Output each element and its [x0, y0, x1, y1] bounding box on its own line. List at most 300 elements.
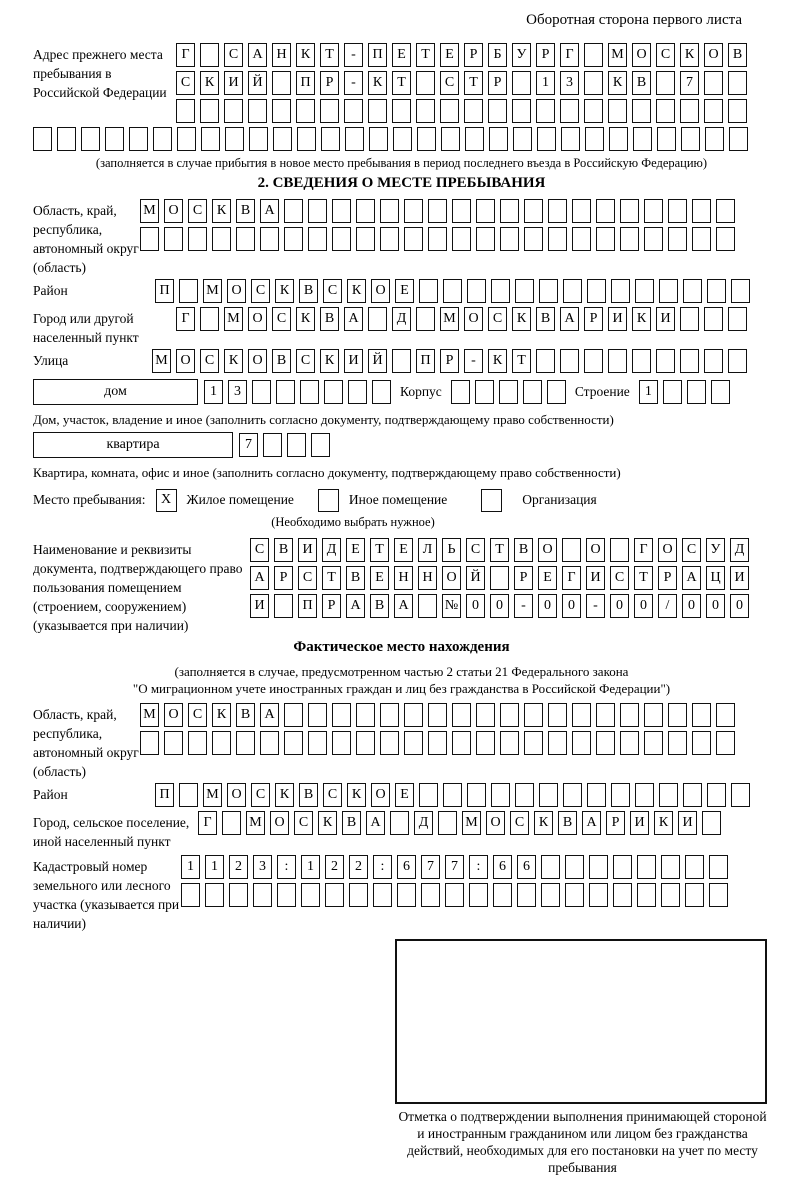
char-cell[interactable] [499, 380, 518, 404]
char-cell[interactable]: К [275, 279, 294, 303]
char-cell[interactable] [613, 883, 632, 907]
char-cell[interactable] [164, 731, 183, 755]
char-cell[interactable] [451, 380, 470, 404]
char-cell[interactable]: О [632, 43, 651, 67]
char-cell[interactable] [711, 380, 730, 404]
char-cell[interactable] [443, 783, 462, 807]
char-cell[interactable] [572, 703, 591, 727]
char-cell[interactable] [308, 731, 327, 755]
char-cell[interactable] [263, 433, 282, 457]
char-cell[interactable]: 0 [490, 594, 509, 618]
char-cell[interactable]: 1 [536, 71, 555, 95]
char-cell[interactable]: 7 [445, 855, 464, 879]
char-cell[interactable]: Д [414, 811, 433, 835]
char-cell[interactable] [284, 227, 303, 251]
char-cell[interactable] [683, 279, 702, 303]
char-cell[interactable] [709, 855, 728, 879]
char-cell[interactable]: С [466, 538, 485, 562]
char-cell[interactable] [438, 811, 457, 835]
char-cell[interactable] [668, 731, 687, 755]
char-cell[interactable] [539, 279, 558, 303]
char-cell[interactable]: К [275, 783, 294, 807]
char-cell[interactable]: В [370, 594, 389, 618]
char-cell[interactable] [635, 783, 654, 807]
char-cell[interactable] [644, 731, 663, 755]
char-cell[interactable]: С [176, 71, 195, 95]
char-cell[interactable] [584, 349, 603, 373]
char-cell[interactable]: О [442, 566, 461, 590]
char-cell[interactable]: Т [464, 71, 483, 95]
char-cell[interactable] [515, 279, 534, 303]
char-cell[interactable]: С [610, 566, 629, 590]
char-cell[interactable]: К [320, 349, 339, 373]
char-cell[interactable] [704, 71, 723, 95]
char-cell[interactable] [608, 99, 627, 123]
char-cell[interactable]: Р [322, 594, 341, 618]
char-cell[interactable] [707, 279, 726, 303]
char-cell[interactable] [692, 199, 711, 223]
char-cell[interactable]: С [656, 43, 675, 67]
char-cell[interactable] [537, 127, 556, 151]
char-cell[interactable] [404, 731, 423, 755]
char-cell[interactable]: 7 [421, 855, 440, 879]
char-cell[interactable]: М [203, 783, 222, 807]
char-cell[interactable]: Е [395, 279, 414, 303]
char-cell[interactable]: № [442, 594, 461, 618]
char-cell[interactable]: Е [392, 43, 411, 67]
char-cell[interactable] [418, 594, 437, 618]
char-cell[interactable]: А [248, 43, 267, 67]
char-cell[interactable] [390, 811, 409, 835]
char-cell[interactable] [512, 99, 531, 123]
char-cell[interactable] [252, 380, 271, 404]
char-cell[interactable] [500, 703, 519, 727]
char-cell[interactable] [515, 783, 534, 807]
char-cell[interactable] [212, 731, 231, 755]
char-cell[interactable]: К [224, 349, 243, 373]
char-cell[interactable] [284, 703, 303, 727]
checkbox-organizaciya[interactable] [481, 489, 502, 512]
char-cell[interactable] [596, 227, 615, 251]
char-cell[interactable]: К [200, 71, 219, 95]
char-cell[interactable] [589, 855, 608, 879]
char-cell[interactable]: Д [730, 538, 749, 562]
char-cell[interactable] [547, 380, 566, 404]
char-cell[interactable]: К [608, 71, 627, 95]
char-cell[interactable]: Г [176, 43, 195, 67]
char-cell[interactable]: О [227, 783, 246, 807]
char-cell[interactable] [464, 99, 483, 123]
checkbox-inoe[interactable] [318, 489, 339, 512]
char-cell[interactable]: Т [392, 71, 411, 95]
char-cell[interactable]: А [260, 703, 279, 727]
char-cell[interactable]: 0 [466, 594, 485, 618]
char-cell[interactable] [663, 380, 682, 404]
char-cell[interactable]: С [440, 71, 459, 95]
char-cell[interactable]: О [371, 279, 390, 303]
char-cell[interactable] [728, 349, 747, 373]
char-cell[interactable] [416, 99, 435, 123]
char-cell[interactable] [201, 127, 220, 151]
char-cell[interactable] [680, 307, 699, 331]
char-cell[interactable] [633, 127, 652, 151]
char-cell[interactable] [680, 99, 699, 123]
char-cell[interactable]: С [294, 811, 313, 835]
char-cell[interactable] [611, 279, 630, 303]
char-cell[interactable] [349, 883, 368, 907]
char-cell[interactable]: Т [490, 538, 509, 562]
char-cell[interactable]: М [140, 199, 159, 223]
char-cell[interactable] [680, 349, 699, 373]
char-cell[interactable] [572, 227, 591, 251]
char-cell[interactable] [284, 731, 303, 755]
char-cell[interactable] [272, 71, 291, 95]
char-cell[interactable]: П [155, 279, 174, 303]
char-cell[interactable] [704, 349, 723, 373]
char-cell[interactable]: И [608, 307, 627, 331]
char-cell[interactable] [368, 99, 387, 123]
char-cell[interactable]: 3 [560, 71, 579, 95]
char-cell[interactable] [452, 227, 471, 251]
char-cell[interactable] [561, 127, 580, 151]
char-cell[interactable] [200, 43, 219, 67]
char-cell[interactable]: С [298, 566, 317, 590]
char-cell[interactable]: О [176, 349, 195, 373]
char-cell[interactable]: И [250, 594, 269, 618]
char-cell[interactable]: С [682, 538, 701, 562]
char-cell[interactable]: Р [320, 71, 339, 95]
char-cell[interactable] [524, 731, 543, 755]
char-cell[interactable] [380, 703, 399, 727]
char-cell[interactable]: Т [634, 566, 653, 590]
char-cell[interactable] [325, 883, 344, 907]
char-cell[interactable]: О [227, 279, 246, 303]
char-cell[interactable] [443, 279, 462, 303]
char-cell[interactable]: О [164, 703, 183, 727]
char-cell[interactable]: 0 [562, 594, 581, 618]
char-cell[interactable] [524, 199, 543, 223]
char-cell[interactable] [609, 127, 628, 151]
char-cell[interactable]: 7 [239, 433, 258, 457]
char-cell[interactable]: А [344, 307, 363, 331]
char-cell[interactable]: В [320, 307, 339, 331]
char-cell[interactable]: Д [392, 307, 411, 331]
char-cell[interactable]: 1 [301, 855, 320, 879]
char-cell[interactable] [57, 127, 76, 151]
char-cell[interactable] [404, 199, 423, 223]
char-cell[interactable] [248, 99, 267, 123]
char-cell[interactable] [572, 199, 591, 223]
char-cell[interactable] [276, 380, 295, 404]
char-cell[interactable]: У [706, 538, 725, 562]
char-cell[interactable]: Г [634, 538, 653, 562]
char-cell[interactable]: Р [606, 811, 625, 835]
char-cell[interactable]: О [371, 783, 390, 807]
char-cell[interactable] [548, 199, 567, 223]
char-cell[interactable]: Ц [706, 566, 725, 590]
char-cell[interactable] [225, 127, 244, 151]
char-cell[interactable] [637, 883, 656, 907]
char-cell[interactable]: О [464, 307, 483, 331]
char-cell[interactable]: С [224, 43, 243, 67]
char-cell[interactable] [311, 433, 330, 457]
char-cell[interactable] [368, 307, 387, 331]
char-cell[interactable]: П [368, 43, 387, 67]
char-cell[interactable]: И [224, 71, 243, 95]
char-cell[interactable]: М [224, 307, 243, 331]
char-cell[interactable]: С [323, 783, 342, 807]
char-cell[interactable] [681, 127, 700, 151]
char-cell[interactable] [683, 783, 702, 807]
char-cell[interactable]: Е [395, 783, 414, 807]
char-cell[interactable] [709, 883, 728, 907]
char-cell[interactable] [584, 99, 603, 123]
char-cell[interactable] [707, 783, 726, 807]
char-cell[interactable] [560, 99, 579, 123]
char-cell[interactable]: : [373, 855, 392, 879]
char-cell[interactable] [656, 349, 675, 373]
char-cell[interactable] [728, 71, 747, 95]
char-cell[interactable] [200, 307, 219, 331]
char-cell[interactable] [344, 99, 363, 123]
char-cell[interactable] [200, 99, 219, 123]
char-cell[interactable]: Т [322, 566, 341, 590]
char-cell[interactable]: 0 [730, 594, 749, 618]
char-cell[interactable] [704, 307, 723, 331]
char-cell[interactable]: И [586, 566, 605, 590]
char-cell[interactable]: С [200, 349, 219, 373]
char-cell[interactable]: К [296, 43, 315, 67]
char-cell[interactable]: Г [560, 43, 579, 67]
char-cell[interactable]: Й [466, 566, 485, 590]
char-cell[interactable]: К [347, 279, 366, 303]
char-cell[interactable]: К [368, 71, 387, 95]
char-cell[interactable] [380, 227, 399, 251]
char-cell[interactable] [260, 227, 279, 251]
char-cell[interactable]: В [728, 43, 747, 67]
char-cell[interactable]: Т [370, 538, 389, 562]
char-cell[interactable] [392, 99, 411, 123]
char-cell[interactable]: О [538, 538, 557, 562]
char-cell[interactable] [140, 731, 159, 755]
char-cell[interactable] [428, 227, 447, 251]
char-cell[interactable] [587, 783, 606, 807]
char-cell[interactable] [656, 71, 675, 95]
char-cell[interactable]: В [514, 538, 533, 562]
char-cell[interactable]: 0 [634, 594, 653, 618]
char-cell[interactable] [179, 783, 198, 807]
char-cell[interactable]: В [274, 538, 293, 562]
char-cell[interactable] [644, 227, 663, 251]
char-cell[interactable]: С [250, 538, 269, 562]
char-cell[interactable] [164, 227, 183, 251]
char-cell[interactable] [610, 538, 629, 562]
char-cell[interactable] [635, 279, 654, 303]
char-cell[interactable]: А [560, 307, 579, 331]
char-cell[interactable]: 0 [682, 594, 701, 618]
char-cell[interactable]: А [366, 811, 385, 835]
char-cell[interactable] [524, 703, 543, 727]
char-cell[interactable] [452, 199, 471, 223]
char-cell[interactable]: У [512, 43, 531, 67]
char-cell[interactable] [620, 199, 639, 223]
char-cell[interactable]: Т [512, 349, 531, 373]
char-cell[interactable] [560, 349, 579, 373]
char-cell[interactable]: С [251, 783, 270, 807]
char-cell[interactable] [524, 227, 543, 251]
char-cell[interactable] [397, 883, 416, 907]
char-cell[interactable]: Е [346, 538, 365, 562]
char-cell[interactable]: И [630, 811, 649, 835]
char-cell[interactable]: В [342, 811, 361, 835]
char-cell[interactable] [584, 43, 603, 67]
char-cell[interactable] [705, 127, 724, 151]
char-cell[interactable]: Р [274, 566, 293, 590]
char-cell[interactable] [668, 199, 687, 223]
char-cell[interactable] [177, 127, 196, 151]
char-cell[interactable] [272, 99, 291, 123]
char-cell[interactable]: 6 [517, 855, 536, 879]
char-cell[interactable] [587, 279, 606, 303]
char-cell[interactable] [356, 731, 375, 755]
char-cell[interactable]: Й [248, 71, 267, 95]
char-cell[interactable]: О [164, 199, 183, 223]
char-cell[interactable]: Р [440, 349, 459, 373]
char-cell[interactable]: О [248, 349, 267, 373]
char-cell[interactable] [417, 127, 436, 151]
char-cell[interactable] [308, 703, 327, 727]
char-cell[interactable] [731, 783, 750, 807]
char-cell[interactable] [584, 71, 603, 95]
char-cell[interactable] [716, 731, 735, 755]
char-cell[interactable] [249, 127, 268, 151]
char-cell[interactable]: 1 [181, 855, 200, 879]
char-cell[interactable] [105, 127, 124, 151]
char-cell[interactable]: Г [198, 811, 217, 835]
char-cell[interactable]: Т [416, 43, 435, 67]
char-cell[interactable] [562, 538, 581, 562]
char-cell[interactable] [716, 703, 735, 727]
char-cell[interactable] [685, 883, 704, 907]
char-cell[interactable] [332, 227, 351, 251]
char-cell[interactable]: М [203, 279, 222, 303]
char-cell[interactable]: К [212, 703, 231, 727]
char-cell[interactable] [404, 227, 423, 251]
char-cell[interactable]: Р [514, 566, 533, 590]
char-cell[interactable] [476, 703, 495, 727]
char-cell[interactable] [416, 71, 435, 95]
char-cell[interactable]: М [140, 703, 159, 727]
char-cell[interactable]: 0 [610, 594, 629, 618]
char-cell[interactable]: 2 [349, 855, 368, 879]
char-cell[interactable] [153, 127, 172, 151]
char-cell[interactable] [657, 127, 676, 151]
char-cell[interactable] [81, 127, 100, 151]
char-cell[interactable]: В [632, 71, 651, 95]
char-cell[interactable]: К [318, 811, 337, 835]
char-cell[interactable] [260, 731, 279, 755]
char-cell[interactable]: Г [176, 307, 195, 331]
char-cell[interactable]: Е [370, 566, 389, 590]
char-cell[interactable] [296, 99, 315, 123]
char-cell[interactable]: П [298, 594, 317, 618]
char-cell[interactable] [513, 127, 532, 151]
char-cell[interactable]: Г [562, 566, 581, 590]
char-cell[interactable]: С [251, 279, 270, 303]
char-cell[interactable]: П [416, 349, 435, 373]
char-cell[interactable] [731, 279, 750, 303]
char-cell[interactable] [373, 883, 392, 907]
char-cell[interactable] [611, 783, 630, 807]
char-cell[interactable] [491, 783, 510, 807]
char-cell[interactable] [356, 199, 375, 223]
char-cell[interactable] [644, 199, 663, 223]
char-cell[interactable] [702, 811, 721, 835]
char-cell[interactable]: 3 [228, 380, 247, 404]
char-cell[interactable] [541, 883, 560, 907]
char-cell[interactable] [419, 279, 438, 303]
char-cell[interactable]: - [344, 43, 363, 67]
char-cell[interactable]: : [277, 855, 296, 879]
char-cell[interactable] [644, 703, 663, 727]
char-cell[interactable] [428, 731, 447, 755]
char-cell[interactable] [308, 227, 327, 251]
char-cell[interactable] [205, 883, 224, 907]
char-cell[interactable] [489, 127, 508, 151]
char-cell[interactable] [596, 731, 615, 755]
char-cell[interactable]: О [248, 307, 267, 331]
char-cell[interactable] [236, 731, 255, 755]
char-cell[interactable] [548, 227, 567, 251]
char-cell[interactable] [274, 594, 293, 618]
char-cell[interactable] [421, 883, 440, 907]
char-cell[interactable]: К [632, 307, 651, 331]
char-cell[interactable]: А [682, 566, 701, 590]
char-cell[interactable] [668, 227, 687, 251]
char-cell[interactable]: К [296, 307, 315, 331]
char-cell[interactable]: : [469, 855, 488, 879]
char-cell[interactable]: О [658, 538, 677, 562]
char-cell[interactable]: И [656, 307, 675, 331]
char-cell[interactable] [687, 380, 706, 404]
char-cell[interactable]: 0 [538, 594, 557, 618]
char-cell[interactable] [637, 855, 656, 879]
char-cell[interactable] [179, 279, 198, 303]
char-cell[interactable] [188, 227, 207, 251]
char-cell[interactable]: С [188, 703, 207, 727]
char-cell[interactable]: О [586, 538, 605, 562]
char-cell[interactable] [440, 99, 459, 123]
char-cell[interactable]: 1 [204, 380, 223, 404]
char-cell[interactable]: Р [488, 71, 507, 95]
char-cell[interactable] [608, 349, 627, 373]
char-cell[interactable]: Ь [442, 538, 461, 562]
char-cell[interactable] [659, 783, 678, 807]
char-cell[interactable] [404, 703, 423, 727]
char-cell[interactable] [620, 731, 639, 755]
char-cell[interactable] [661, 855, 680, 879]
char-cell[interactable] [565, 883, 584, 907]
char-cell[interactable] [632, 349, 651, 373]
char-cell[interactable]: Т [320, 43, 339, 67]
char-cell[interactable] [284, 199, 303, 223]
char-cell[interactable]: Е [538, 566, 557, 590]
char-cell[interactable]: Д [322, 538, 341, 562]
char-cell[interactable]: П [296, 71, 315, 95]
char-cell[interactable]: 6 [397, 855, 416, 879]
char-cell[interactable]: В [272, 349, 291, 373]
char-cell[interactable]: 7 [680, 71, 699, 95]
